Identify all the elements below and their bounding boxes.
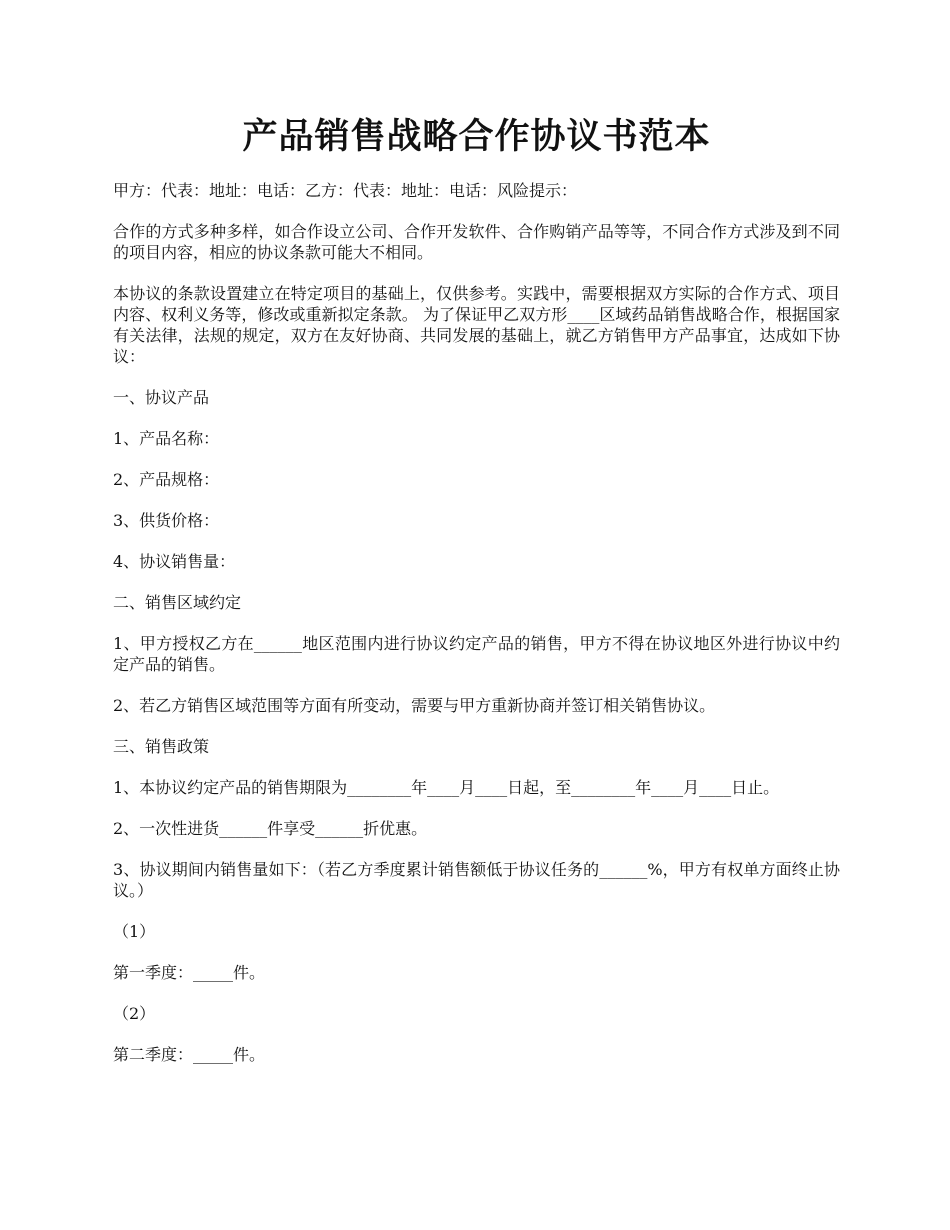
clause-sales-period: 1、本协议约定产品的销售期限为________年____月____日起，至________年____月____日止。	[113, 778, 780, 797]
clause-region-change: 2、若乙方销售区域范围等方面有所变动，需要与甲方重新协商并签订相关销售协议。	[113, 696, 716, 715]
clause-region-authorization: 1、甲方授权乙方在______地区范围内进行协议约定产品的销售，甲方不得在协议地区外进行协议中约定产品的销售。	[113, 634, 840, 674]
clause-product-name: 1、产品名称：	[113, 429, 220, 448]
clause-product-spec: 2、产品规格：	[113, 470, 220, 489]
clause-quarterly-volume: 3、协议期间内销售量如下：（若乙方季度累计销售额低于协议任务的______%，甲方有权单方面终止协议。）	[113, 860, 840, 900]
risk-note-paragraph: 合作的方式多种多样，如合作设立公司、合作开发软件、合作购销产品等等，不同合作方式涉及到不同的项目内容，相应的协议条款可能大不相同。	[113, 222, 840, 262]
list-marker-1: （1）	[113, 922, 156, 941]
party-info: 甲方：代表：地址：电话：乙方：代表：地址：电话：风险提示：	[113, 181, 578, 200]
section-heading-policy: 三、销售政策	[113, 737, 210, 756]
section-heading-products: 一、协议产品	[113, 388, 210, 407]
document-title: 产品销售战略合作协议书范本	[242, 116, 711, 157]
quarter-1-target: 第一季度：_____件。	[113, 963, 266, 982]
list-marker-2: （2）	[113, 1004, 156, 1023]
preamble-paragraph: 本协议的条款设置建立在特定项目的基础上，仅供参考。实践中，需要根据双方实际的合作方式、项目内容、权利义务等，修改或重新拟定条款。 为了保证甲乙双方形____区域药品销售战略合作，根据国家有关法律，法规的规定，双方在友好协商、共同发展的基础上，就乙方销售甲方产品事宜，达成如下协议：	[113, 284, 840, 366]
clause-supply-price: 3、供货价格：	[113, 511, 220, 530]
clause-bulk-discount: 2、一次性进货______件享受______折优惠。	[113, 819, 428, 838]
document-page	[113, 112, 840, 1085]
quarter-2-target: 第二季度：_____件。	[113, 1045, 266, 1064]
clause-sales-volume: 4、协议销售量：	[113, 552, 236, 571]
section-heading-region: 二、销售区域约定	[113, 593, 242, 612]
